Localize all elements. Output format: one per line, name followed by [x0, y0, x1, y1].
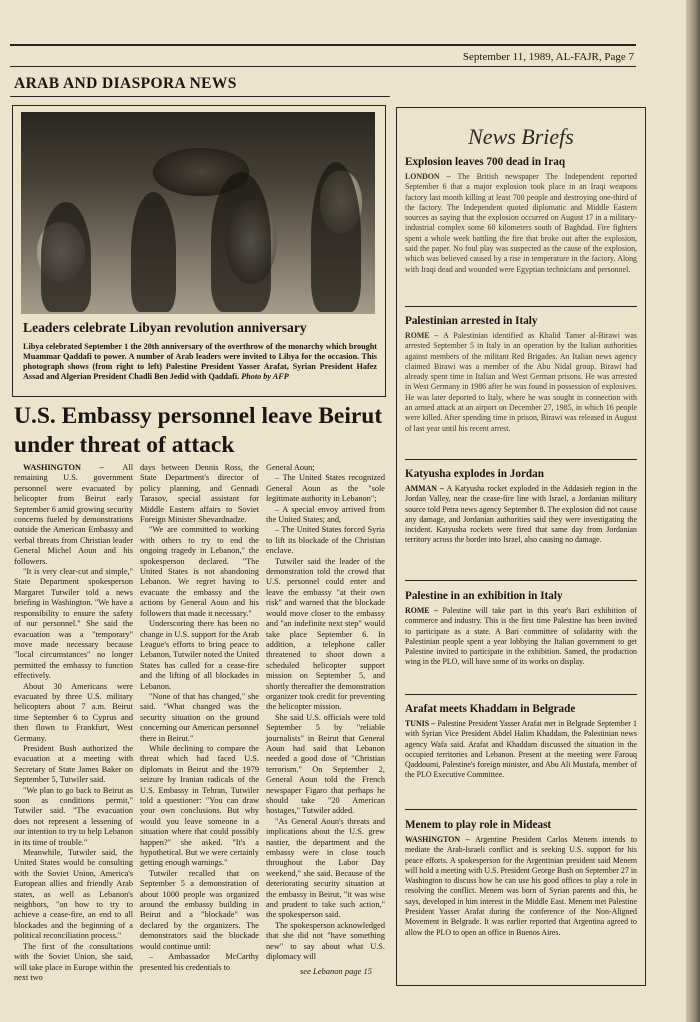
- section-rule: [10, 96, 390, 97]
- brief-headline: Katyusha explodes in Jordan: [405, 468, 544, 480]
- news-briefs-box: [396, 107, 646, 986]
- article-paragraph: "As General Aoun's threats and implications about the U.S. grew nastier, the department and the embassy were in close touch throughout the Labor Day weekend," she said. Because of the deteriorating security situation at the embassy in Beirut, "it was wise and prudent to take such action," the spokesperson said.: [266, 816, 385, 920]
- article-paragraph: – The United States forced Syria to lift its blockade of the Christian enclave.: [266, 525, 385, 556]
- photo-caption-headline: Leaders celebrate Libyan revolution anniversary: [23, 320, 307, 335]
- article-paragraph: While declining to compare the threat which had faced U.S. diplomats in Beirut and the 1979 seizure by Iranian radicals of the U.S. Embassy in Tehran, Tutwiler told a questioner: "You can draw your own conclusions. But why would you leave someone in a situation where that could possibly happen?" she asked. "It's a hypothetical. But we were certainly getting enough warnings.": [140, 743, 259, 868]
- brief-headline: Palestine in an exhibition in Italy: [405, 590, 563, 602]
- article-column-3: [266, 463, 385, 963]
- article-paragraph: All remaining U.S. government personnel were evacuated by helicopter from Beirut early September 6 amid growing security concerns fueled by demonstrations outside the American Embassy and verbal threats from Christian leader General Michel Aoun and his followers.: [14, 463, 133, 566]
- article-paragraph: General Aoun;: [266, 463, 315, 472]
- brief-text: Palestine will take part in this year's Bari exhibition of commerce and industry. This is the first time Palestine has been invited to participate as a state. A Bari committee of solidarity with the Palestinian people spent a year lobbying the Italian government to get Palestine invited to participate in the exhibition. Samed, the production wing in the PLO, will have some of its works on display.: [405, 606, 638, 667]
- brief-divider: [405, 459, 637, 460]
- article-paragraph: The first of the consultations with the Soviet Union, she said, will take place in Europe within the next two: [14, 941, 133, 982]
- brief-item: [405, 703, 637, 781]
- brief-dateline: AMMAN –: [405, 484, 447, 493]
- article-paragraph: President Bush authorized the evacuation at a meeting with Secretary of State James Baker on September 5, Tutwiler said.: [14, 743, 133, 785]
- brief-divider: [405, 694, 637, 695]
- article-paragraph: She said U.S. officials were told September 5 by "reliable journalists" in Beirut that General Aoun had said that Lebanon needed a good dose of "Christian terrorism." On September 2, General Aoun told the French newspaper Figaro that perhaps he should take "20 American hostages," Tutwiler added.: [266, 712, 385, 816]
- brief-text: Palestine President Yasser Arafat met in Belgrade September 1 with Syrian Vice President Abdel Halim Khaddam, the Palestinian news agency Wafa said. Arafat and Khaddam discussed the situation in the occupied territories and Lebanon. Present at the meeting were Farouq Qaddoumi, Palestine's foreign minister, and Abu Ali Mustafa, member of the PLO Executive Committee.: [405, 719, 637, 780]
- brief-dateline: LONDON –: [405, 172, 458, 181]
- masthead-rule-lower: [10, 66, 636, 67]
- article-paragraph: "We plan to go back to Beirut as soon as conditions permit," Tutwiler said. "The evacuation does not represent a lessening of our intention to try to help Lebanon in its time of trouble.": [14, 785, 133, 847]
- continued-jump-line: see Lebanon page 15: [300, 966, 373, 976]
- brief-item: [405, 590, 637, 668]
- brief-item: [405, 156, 637, 275]
- article-paragraph: – The United States recognized General Aoun as the "sole legitimate authority in Lebanon";: [266, 473, 385, 504]
- article-paragraph: – A special envoy arrived from the United States; and,: [266, 504, 385, 525]
- brief-item: [405, 819, 637, 938]
- article-dateline: WASHINGTON –: [23, 463, 123, 472]
- photo-feature: [12, 105, 386, 397]
- section-title: ARAB AND DIASPORA NEWS: [14, 75, 237, 92]
- brief-divider: [405, 809, 637, 810]
- article-paragraph: "It is very clear-cut and simple," State Department spokesperson Margaret Tutwiler told a news briefing in Washington. "We have a responsibility to ensure the safety of our personnel." She said the evacuation was a "temporary" move made necessary because "local circumstances" no longer permitted the embassy to function effectively.: [14, 567, 133, 681]
- brief-headline: Palestinian arrested in Italy: [405, 315, 538, 327]
- brief-item: [405, 468, 637, 546]
- brief-text: Argentine President Carlos Menem intends to mediate the Arab-Israeli conflict and is seeking U.S. support for his peace efforts. A spokesperson for the Argentinian president said Menem will hold a meeting with U.S. President George Bush on September 27 in Washington to discuss how he can use his good offices to play a role in resolving the conflict. Menem was born of Syrian parents and this, he says, developed in him interest in the Middle East. Menem met Palestine President Yasser Arafat during the conference of the Non-Aligned Movement in Belgrade. It was earlier reported that Argentina agreed to allow the PLO to open an office in Buenos Aires.: [405, 835, 637, 937]
- article-paragraph: Tutwiler said the leader of the demonstration told the crowd that U.S. personnel could enter and leave the embassy "at their own risk" and warned that the blockade would move closer to the embassy and "an indefinite next step" would take place September 6. In addition, a telephone caller threatened to shoot down a scheduled helicopter support mission on September 5, and shortly thereafter the demonstration organizer took credit for preventing the helicopter mission.: [266, 556, 385, 712]
- article-paragraph: The spokesperson acknowledged that she did not "have something new" to say about what U.S. diplomacy will: [266, 920, 385, 962]
- brief-text: The British newspaper The Independent reported September 6 that a major explosion took place in an Iraqi weapons factory last month killing at least 700 people and destroying one-third of the factory. The Independent quoted diplomatic and Middle Eastern sources as saying that the explosion occurred on August 17 in a military-industrial complex some 60 kilometers south of Baghdad. Fire fighters spent a whole week battling the fire that broke out after the explosion, said the paper. No foul play was suspected as the cause of the explosion, which was believed caused by a rise in temperature in the factory. Along with Iraqi dead and wounded were Egyptian technicians and personnel.: [405, 172, 638, 274]
- article-body: [14, 463, 392, 983]
- brief-text: A Katyusha rocket exploded in the Addasieh region in the Jordan Valley, near the cease-fire line with Israel, a Jordanian military source told Petra news agency September 8. The explosion did not cause any damage, and Jordanian authorities said they were investigating the incident. Katyusha rockets were fired that same day from Jordanian territory across the border into Israel, also causing no damage.: [405, 484, 637, 545]
- article-paragraph: "None of that has changed," she said. "What changed was the security situation on the ground concerning our American personnel there in Beirut.": [140, 691, 259, 743]
- news-briefs-title: News Briefs: [468, 124, 574, 149]
- brief-divider: [405, 306, 637, 307]
- brief-dateline: ROME –: [405, 331, 444, 340]
- article-column-2: [140, 463, 259, 973]
- brief-text: A Palestinian identified as Khalid Tamer al-Birawi was arrested September 5 in Italy in an operation by the Italian authorities against members of the militant Red Brigades. An Italian news agency claimed Birawi was a member of the Abu Nidal group. Birawi had already spent time in Italian and West German prisons. He was arrested in West Germany in 1986 after he was found in possession of explosives. He was later deported to Italy, where he was sought in connection with an armed attack at an airport on December 27, 1985, in which 16 people were killed. After spending time in prison, Birawi was released in August of last year until his recent arrest.: [405, 331, 638, 433]
- brief-headline: Explosion leaves 700 dead in Iraq: [405, 156, 566, 168]
- article-paragraph: Tutwiler recalled that on September 5 a demonstration of about 1000 people was organized around the embassy building in Beirut and a "blockade" was declared by the organizers. The demonstrators said the blockade would continue until:: [140, 868, 259, 951]
- photo-caption: [23, 342, 377, 382]
- article-paragraph: Meanwhile, Tutwiler said, the United States would be consulting with the Soviet Union, America's European allies and friendly Arab states, as well as Lebanon's neighbors, "on how to try to achieve a cease-fire, an end to all blockades and the beginning of a political reconciliation process.": [14, 848, 133, 941]
- photo-credit: Photo by AFP: [241, 372, 289, 381]
- brief-headline: Menem to play role in Mideast: [405, 819, 552, 831]
- leaders-photo: [21, 112, 375, 314]
- article-paragraph: About 30 Americans were evacuated by three U.S. military helicopters about 7 a.m. Beirut time September 6 to Cyprus and then flown to Frankfurt, West Germany.: [14, 681, 133, 743]
- article-column-1: [14, 463, 133, 983]
- brief-item: [405, 315, 637, 434]
- article-paragraph: – Ambassador McCarthy presented his credentials to: [140, 952, 259, 972]
- photo-caption-text: Libya celebrated September 1 the 20th anniversary of the overthrow of the monarchy which brought Muammar Qaddafi to power. A number of Arab leaders were invited to Libya for the occasion. This photograph shows (from right to left) Palestine President Yasser Arafat, Syrian President Hafez Assad and Algerian President Chadli Ben Jedid with Qaddafi.: [23, 342, 377, 381]
- brief-dateline: ROME –: [405, 606, 443, 615]
- main-headline: U.S. Embassy personnel leave Beirut under threat of attack: [14, 403, 383, 458]
- binding-gutter: [686, 0, 700, 1022]
- brief-dateline: TUNIS –: [405, 719, 438, 728]
- article-paragraph: Underscoring there has been no change in U.S. support for the Arab League's efforts to bring peace to Lebanon, Tutwiler noted the United States has called for a cease-fire and the lifting of all blockades in Lebanon.: [140, 619, 259, 691]
- masthead-rule: [10, 44, 636, 46]
- brief-headline: Arafat meets Khaddam in Belgrade: [405, 703, 576, 715]
- article-paragraph: days between Dennis Ross, the State Department's director of policy planning, and Gennadi Tarasov, special assistant for Middle Eastern affairs to Soviet Foreign Minister Shevardnadze.: [140, 463, 259, 525]
- brief-dateline: WASHINGTON –: [405, 835, 476, 844]
- date-line: September 11, 1989, AL-FAJR, Page 7: [462, 51, 634, 63]
- brief-divider: [405, 580, 637, 581]
- article-paragraph: "We are committed to working with others to try to end the ongoing tragedy in Lebanon," the spokesperson declared. "The United States is not abandoning Lebanon. We regret having to evacuate the embassy and the actions by General Aoun and his followers that made it necessary.": [140, 525, 259, 618]
